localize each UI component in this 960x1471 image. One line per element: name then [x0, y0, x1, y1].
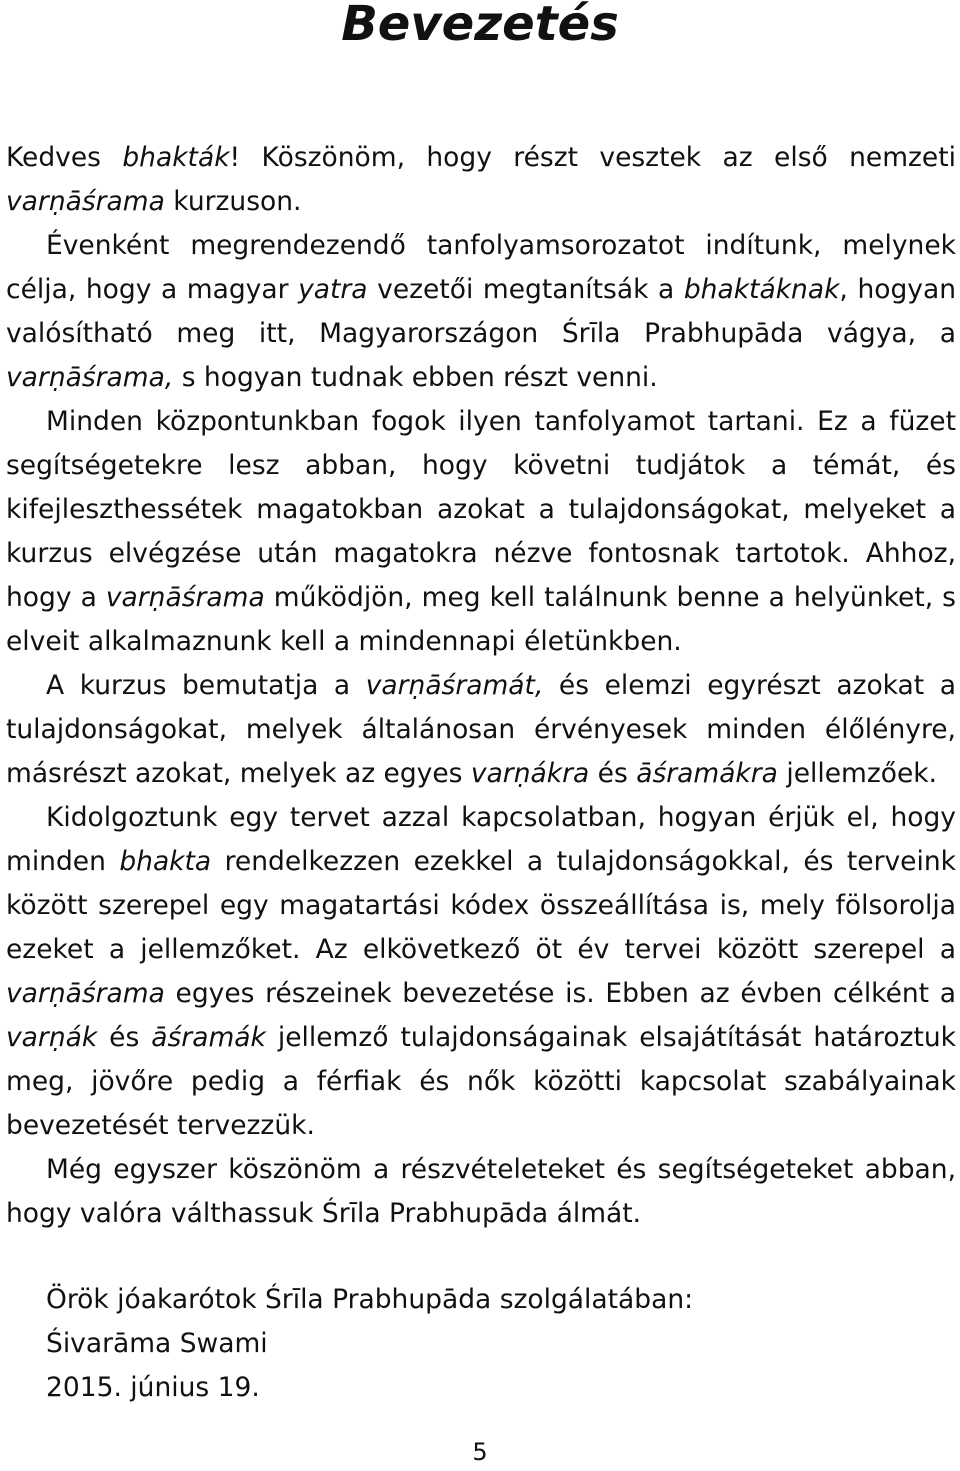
italic-term: varṇákra	[470, 758, 590, 789]
paragraph-text: és	[589, 758, 637, 789]
paragraph-purpose	[6, 224, 956, 400]
signature-date: 2015. június 19.	[46, 1372, 260, 1403]
italic-term: bhakták	[122, 142, 230, 173]
italic-term: bhakta	[119, 846, 212, 877]
paragraph-text: s hogyan tudnak ebben részt venni.	[173, 362, 658, 393]
paragraph-text: ! Köszönöm, hogy részt vesztek az első nemzeti	[229, 142, 956, 173]
paragraph-text: Még egyszer köszönöm a részvételeteket és segítségeteket abban, hogy valóra válthassuk Śrīla Prabhupāda álmát.	[6, 1154, 956, 1229]
paragraph-plan	[6, 796, 956, 1148]
paragraph-text: Kidolgoztunk egy tervet azzal kapcsolatban, hogyan érjük el, hogy minden	[6, 802, 956, 877]
paragraph-text: Minden központunkban fogok ilyen tanfolyamot tartani. Ez a füzet segítségetekre lesz abban, hogy követni tudjátok a témát, és kifejleszthessétek magatokban azokat a tulajdonságokat, melyeket a kurzus elvégzése után magatokra nézve fontosnak tartotok. Ahhoz, hogy a	[6, 406, 956, 613]
italic-term: yatra	[298, 274, 368, 305]
signature-block	[46, 1278, 946, 1410]
paragraph-text: kurzuson.	[164, 186, 302, 217]
page-number: 5	[472, 1438, 488, 1466]
paragraph-text: , hogyan valósítható meg itt, Magyarországon Śrīla Prabhupāda vágya, a	[6, 274, 956, 349]
paragraph-text: Kedves	[6, 142, 123, 173]
page-title: Bevezetés	[341, 0, 619, 52]
paragraph-text: vezetői megtanítsák a	[367, 274, 684, 305]
paragraph-greeting	[6, 136, 956, 224]
italic-term: varṇāśrama	[6, 186, 165, 217]
italic-term: varṇāśrama	[6, 978, 165, 1009]
paragraph-text: és	[97, 1022, 152, 1053]
paragraph-booklet	[6, 400, 956, 664]
signature-name: Śivarāma Swami	[46, 1328, 268, 1359]
signature-closing: Örök jóakarótok Śrīla Prabhupāda szolgálatában:	[46, 1284, 694, 1315]
paragraph-text: jellemző tulajdonságainak elsajátítását határoztuk meg, jövőre pedig a férfiak és nők közötti kapcsolat szabályainak bevezetését tervezzük.	[6, 1022, 956, 1141]
paragraph-thanks	[6, 1148, 956, 1236]
italic-term: varṇāśramát,	[365, 670, 544, 701]
body-text	[6, 136, 956, 1236]
italic-term: varṇāśrama,	[6, 362, 174, 393]
italic-term: varṇák	[6, 1022, 98, 1053]
paragraph-text: jellemzőek.	[777, 758, 938, 789]
paragraph-text: működjön, meg kell találnunk benne a helyünket, s elveit alkalmaznunk kell a mindennapi életünkben.	[6, 582, 956, 657]
italic-term: bhaktáknak	[683, 274, 840, 305]
paragraph-text: A kurzus bemutatja a	[46, 670, 366, 701]
paragraph-course	[6, 664, 956, 796]
italic-term: āśramák	[151, 1022, 266, 1053]
paragraph-text: Évenként megrendezendő tanfolyamsorozatot indítunk, melynek célja, hogy a magyar	[6, 230, 956, 305]
italic-term: varṇāśrama	[105, 582, 265, 613]
paragraph-text: egyes részeinek bevezetése is. Ebben az évben célként a	[164, 978, 956, 1009]
paragraph-text: rendelkezzen ezekkel a tulajdonságokkal, és terveink között szerepel egy magatartási kódex összeállítása is, mely fölsorolja ezeket a jellemzőket. Az elkövetkező öt év tervei között szerepel a	[6, 846, 956, 965]
paragraph-text: és elemzi egyrészt azokat a tulajdonságokat, melyek általánosan érvényesek minden élőlényre, másrészt azokat, melyek az egyes	[6, 670, 956, 789]
italic-term: āśramákra	[636, 758, 778, 789]
